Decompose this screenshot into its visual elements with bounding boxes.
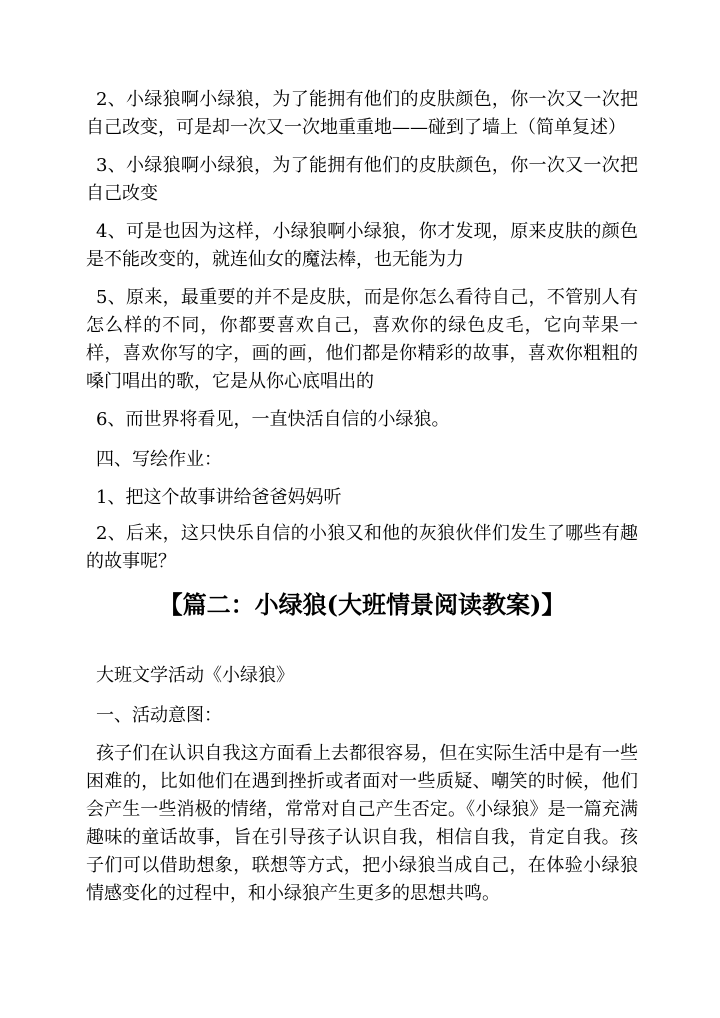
section-title-intent: 一、活动意图：	[96, 705, 222, 726]
section-title-homework: 四、写绘作业：	[96, 449, 222, 470]
paragraph-step-2: 2、小绿狼啊小绿狼，为了能拥有他们的皮肤颜色，你一次又一次把自己改变，可是却一次又一次地重重地——碰到了墙上（简单复述）	[86, 89, 638, 138]
paragraph-step-5: 5、原来，最重要的并不是皮肤，而是你怎么看待自己，不管别人有怎么样的不同，你都要喜欢自己，喜欢你的绿色皮毛，它向苹果一样，喜欢你写的字，画的画，他们都是你精彩的故事，喜欢你粗粗的嗓门唱出的歌，它是从你心底唱出的	[86, 287, 638, 392]
section-heading: 【篇二：小绿狼(大班情景阅读教案)】	[158, 590, 566, 619]
paragraph-intent: 孩子们在认识自我这方面看上去都很容易，但在实际生活中是有一些困难的，比如他们在遇到挫折或者面对一些质疑、嘲笑的时候，他们会产生一些消极的情绪，常常对自己产生否定。《小绿狼》是一篇充满趣味的童话故事，旨在引导孩子认识自我，相信自我，肯定自我。孩子们可以借助想象，联想等方式，把小绿狼当成自己，在体验小绿狼情感变化的过程中，和小绿狼产生更多的思想共鸣。	[86, 743, 638, 904]
paragraph-homework-1: 1、把这个故事讲给爸爸妈妈听	[96, 487, 342, 508]
activity-title: 大班文学活动《小绿狼》	[96, 665, 294, 686]
paragraph-step-3: 3、小绿狼啊小绿狼，为了能拥有他们的皮肤颜色，你一次又一次把自己改变	[86, 155, 638, 204]
paragraph-step-6: 6、而世界将看见，一直快活自信的小绿狼。	[96, 409, 450, 430]
paragraph-step-4: 4、可是也因为这样，小绿狼啊小绿狼，你才发现，原来皮肤的颜色是不能改变的，就连仙女的魔法棒，也无能为力	[86, 221, 638, 270]
paragraph-homework-2: 2、后来，这只快乐自信的小狼又和他的灰狼伙伴们发生了哪些有趣的故事呢？	[86, 523, 638, 572]
